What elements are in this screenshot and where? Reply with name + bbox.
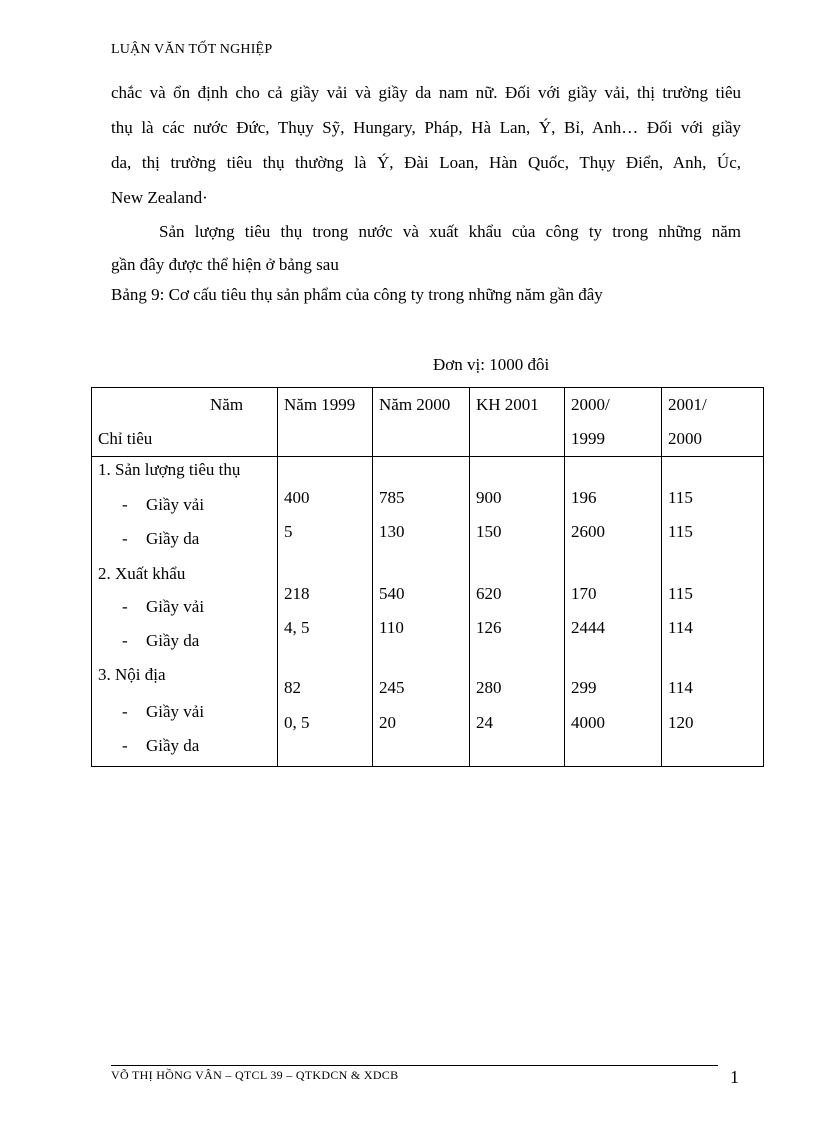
- corner-top-label: Năm: [210, 395, 244, 414]
- page-number: 1: [730, 1067, 739, 1087]
- footer-divider: [111, 1065, 718, 1066]
- value-cell: 2600: [571, 522, 605, 541]
- paragraph-markets: [111, 75, 741, 215]
- value-column: [278, 457, 373, 767]
- value-cell: 114: [668, 618, 693, 637]
- consumption-table: [91, 387, 764, 767]
- value-cell: 0, 5: [284, 713, 310, 732]
- value-cell: 620: [476, 584, 502, 603]
- bullet: -: [122, 631, 128, 650]
- value-cell: 785: [379, 488, 405, 507]
- value-cell: 130: [379, 522, 405, 541]
- table-body-row: [92, 457, 764, 767]
- item-label: Giầy vải: [146, 495, 205, 514]
- text-line: chắc và ổn định cho cả giầy vải và giầy da nam nữ. Đối với giầy vải, thị trường tiêu: [111, 83, 741, 102]
- column-header-line: 2000/: [571, 395, 610, 414]
- text-line: gần đây được thể hiện ở bảng sau: [111, 255, 339, 274]
- value-column: [662, 457, 764, 767]
- column-header: [373, 388, 470, 457]
- column-header-line: [284, 422, 372, 456]
- column-header: [470, 388, 565, 457]
- bullet: -: [122, 702, 128, 721]
- table-header-row: [92, 388, 764, 457]
- text-line: thụ là các nước Đức, Thụy Sỹ, Hungary, Pháp, Hà Lan, Ý, Bỉ, Anh… Đối với giầy: [111, 118, 741, 137]
- page-header: LUẬN VĂN TỐT NGHIỆP: [111, 42, 273, 57]
- value-cell: 24: [476, 713, 493, 732]
- bullet: -: [122, 495, 128, 514]
- column-header-line: 2000: [668, 429, 702, 448]
- value-cell: 280: [476, 678, 502, 697]
- value-cell: 115: [668, 488, 693, 507]
- value-cell: 196: [571, 488, 597, 507]
- bullet: -: [122, 736, 128, 755]
- column-header: [662, 388, 764, 457]
- column-header-line: [476, 422, 564, 456]
- value-cell: 150: [476, 522, 502, 541]
- value-column: [565, 457, 662, 767]
- value-cell: 126: [476, 618, 502, 637]
- item-label: Giầy da: [146, 736, 200, 755]
- item-label: Giầy da: [146, 631, 200, 650]
- text-line: Sản lượng tiêu thụ trong nước và xuất khẩu của công ty trong những năm: [159, 222, 741, 241]
- column-header-line: 2001/: [668, 395, 707, 414]
- corner-bottom-label: Chỉ tiêu: [98, 429, 153, 448]
- column-header-line: Năm 1999: [284, 395, 356, 414]
- value-cell: 115: [668, 522, 693, 541]
- column-header: [565, 388, 662, 457]
- value-column: [373, 457, 470, 767]
- value-cell: 82: [284, 678, 301, 697]
- value-cell: 400: [284, 488, 310, 507]
- value-cell: 2444: [571, 618, 605, 637]
- text-line: New Zealand·: [111, 188, 208, 207]
- value-cell: 5: [284, 522, 293, 541]
- value-column: [470, 457, 565, 767]
- item-label: Giầy vải: [146, 702, 205, 721]
- value-cell: 245: [379, 678, 405, 697]
- bullet: -: [122, 597, 128, 616]
- column-header-line: 1999: [571, 429, 605, 448]
- value-cell: 110: [379, 618, 404, 637]
- item-label: Giầy da: [146, 529, 200, 548]
- value-cell: 4000: [571, 713, 605, 732]
- row-labels-cell: [92, 457, 278, 767]
- value-cell: 299: [571, 678, 597, 697]
- value-cell: 114: [668, 678, 693, 697]
- column-header-line: Năm 2000: [379, 395, 451, 414]
- value-cell: 115: [668, 584, 693, 603]
- column-header-line: [379, 422, 469, 456]
- column-header-line: KH 2001: [476, 395, 539, 414]
- paragraph-intro-table: [111, 214, 741, 280]
- table-unit: Đơn vị: 1000 đôi: [433, 355, 550, 374]
- column-header: [278, 388, 373, 457]
- corner-header-cell: [92, 388, 278, 457]
- bullet: -: [122, 529, 128, 548]
- group-label: 2. Xuất khẩu: [98, 564, 186, 583]
- value-cell: 170: [571, 584, 597, 603]
- group-label: 1. Sản lượng tiêu thụ: [98, 460, 241, 479]
- table-caption: Bảng 9: Cơ cấu tiêu thụ sản phẩm của công ty trong những năm gần đây: [111, 285, 603, 304]
- item-label: Giầy vải: [146, 597, 205, 616]
- value-cell: 120: [668, 713, 694, 732]
- group-label: 3. Nội địa: [98, 665, 166, 684]
- value-cell: 540: [379, 584, 405, 603]
- value-cell: 4, 5: [284, 618, 310, 637]
- value-cell: 900: [476, 488, 502, 507]
- page-footer: VÕ THỊ HỒNG VÂN – QTCL 39 – QTKDCN & XDCB: [111, 1068, 399, 1082]
- value-cell: 20: [379, 713, 396, 732]
- value-cell: 218: [284, 584, 310, 603]
- text-line: da, thị trường tiêu thụ thường là Ý, Đài Loan, Hàn Quốc, Thụy Điển, Anh, Úc,: [111, 153, 741, 172]
